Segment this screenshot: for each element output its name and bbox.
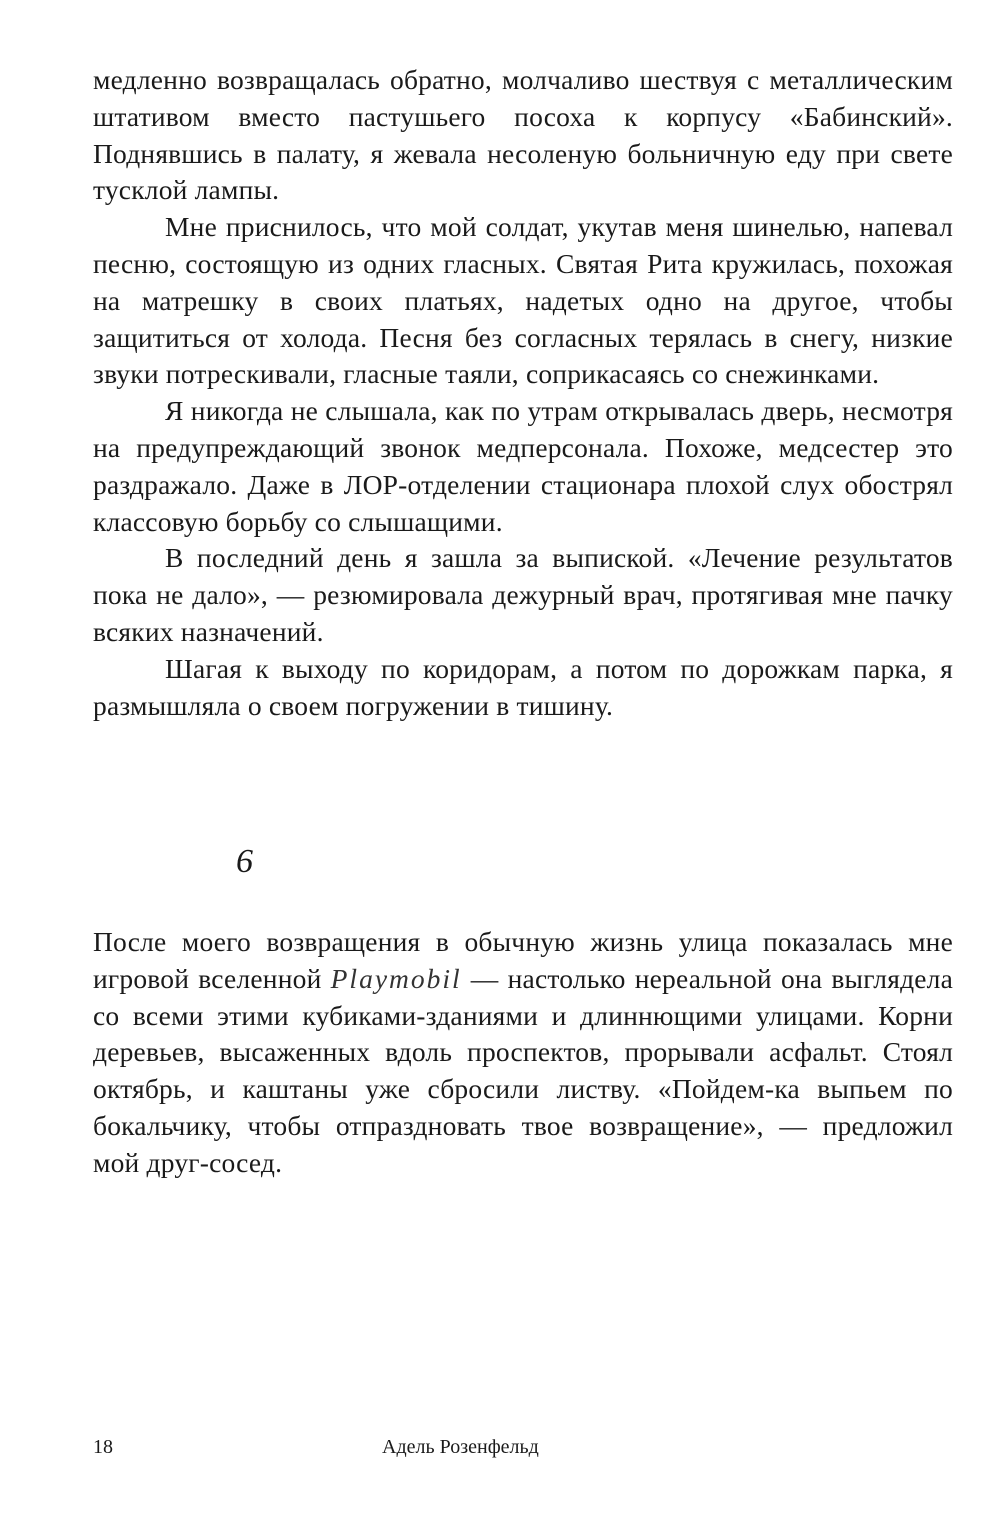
chapter-number: 6	[236, 843, 253, 880]
body-text-top	[93, 62, 953, 724]
paragraph-5: Шагая к выходу по коридорам, а потом по дорожкам парка, я размышляла о своем погружении в тишину.	[93, 652, 953, 721]
paragraph-text-after-brand: — настолько нереальной она выглядела со всеми этими кубиками-зданиями и длиннющими улицами. Корни деревьев, высаженных вдоль проспектов, прорывали асфальт. Стоял октябрь, и каштаны уже сбросили листву. «Пойдем-ка выпьем по бокальчику, чтобы отпраздновать твое возвращение», — предложил мой друг-сосед.	[93, 962, 953, 1178]
brand-name-playmobil: Playmobil	[330, 962, 462, 994]
paragraph-text-before-brand: После моего возвращения в обычную жизнь улица показалась мне игровой вселенной	[93, 926, 953, 994]
paragraph-1: медленно возвращалась обратно, молчаливо шествуя с металлическим штативом вместо пастушьего посоха к корпусу «Бабинский». Поднявшись в палату, я жевала несоленую больничную еду при свете тусклой лампы.	[93, 64, 953, 206]
body-text-bottom	[93, 924, 953, 1182]
paragraph-chapter-start	[93, 924, 953, 1182]
page-number: 18	[93, 1436, 113, 1458]
paragraph-4: В последний день я зашла за выпиской. «Лечение результатов пока не дало», — резюмировала дежурный врач, протягивая мне пачку всяких назначений.	[93, 542, 953, 647]
paragraph-2: Мне приснилось, что мой солдат, укутав меня шинелью, напевал песню, состоящую из одних гласных. Святая Рита кружилась, похожая на матрешку в своих платьях, надетых одно на другое, чтобы защититься от холода. Песня без согласных терялась в снегу, низкие звуки потрескивали, гласные таяли, соприкасаясь со снежинками.	[93, 211, 953, 390]
paragraph-3: Я никогда не слышала, как по утрам открывалась дверь, несмотря на предупреждающий звонок медперсонала. Похоже, медсестер это раздражало. Даже в ЛОР-отделении стационара плохой слух обострял классовую борьбу со слышащими.	[93, 395, 953, 537]
running-footer-author: Адель Розенфельд	[382, 1436, 539, 1458]
